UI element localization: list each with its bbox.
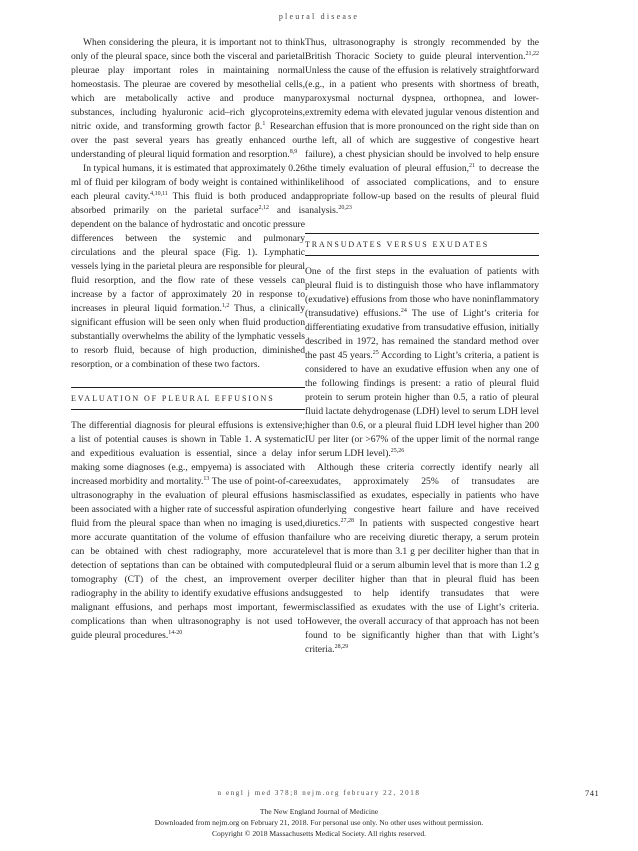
paragraph: The differential diagnosis for pleural effusions is extensive; a list of potential causes is shown in Table 1. A systematic and expeditious evaluation is essential, since a delay in making some diagnoses (e.g., empyema) is associated with increased morbidity and mortality.$^{13}$ The use of point-of-care ultrasonography in the evaluation of pleural effusions has been associated with a higher rate of successful aspiration of fluid from the pleural space than when no imaging is used, more accurate quantitation of the volume of effusion than can be obtained with chest radiography, more accurate detection of septations than can be obtained with computed tomography (CT) of the chest, an improvement over radiography in the ability to identify exudative effusions and malignant effusions, and perhaps most important, fewer complications than when ultrasonography is not used to guide pleural procedures.$^{14-20}$ [71, 420, 305, 641]
left-column [71, 36, 305, 643]
copyright-statement: Copyright © 2018 Massachusetts Medical Society. All rights reserved. [211, 829, 427, 838]
section-heading-evaluation: EVALUATION OF PLEURAL EFFUSIONS [71, 387, 305, 410]
journal-citation: n engl j med 378;8 nejm.org february 22, 2018 [217, 789, 421, 797]
page-number: 741 [585, 788, 600, 798]
section-heading-transudates: TRANSUDATES VERSUS EXUDATES [305, 233, 539, 256]
paragraph: One of the first steps in the evaluation of patients with pleural fluid is to distinguish those who have inflammatory (exudative) effusions from those who have noninflammatory (transudative) effusions.$^{24}$ The use of Light’s criteria for differentiating exudative from transudative effusion, initially described in 1972, has remained the standard method over the past 45 years.$^{25}$ According to Light’s criteria, a patient is considered to have an exudative effusion when any one of the following findings is present: a ratio of pleural fluid protein to serum protein higher than 0.5, a ratio of pleural fluid lactate dehydrogenase (LDH) level to serum LDH level higher than 0.6, or a pleural fluid LDH level higher than 200 IU per liter (or >67% of the upper limit of the normal range for serum LDH level).$^{25,26}$ [305, 266, 539, 459]
paragraph: Although these criteria correctly identify nearly all exudates, approximately 25% of transudates are misclassified as exudates, especially in patients who have underlying congestive heart failure and have received diuretics.$^{27,28}$ In patients with suspected congestive heart failure who are receiving diuretic therapy, a serum protein level that is more than 3.1 g per deciliter higher than that in pleural fluid or a serum albumin level that is more than 1.2 g per deciliter higher than that in pleural fluid has been suggested to help identify transudates that were misclassified as exudates with the use of Light’s criteria. However, the overall accuracy of that approach has not been found to be significantly higher than that with Light’s criteria.$^{28,29}$ [305, 462, 539, 655]
paragraph: When considering the pleura, it is important not to think only of the pleural space, since both the visceral and parietal pleurae play important roles in maintaining normal homeostasis. The pleurae are covered by mesothelial cells, which are metabolically active and produce many substances, including hyaluronic acid–rich glycoproteins, nitric oxide, and transforming growth factor β.$^1$ Research over the past several years has greatly enhanced our understanding of pleural liquid formation and resorption.$^{8,9}$ [71, 37, 305, 160]
running-head: pleural disease [278, 12, 360, 21]
paragraph: In typical humans, it is estimated that approximately 0.26 ml of fluid per kilogram of body weight is contained within each pleural cavity.$^{4,10,11}$ This fluid is both produced and absorbed primarily on the parietal surface$^{2,12}$ and is dependent on the balance of hydrostatic and oncotic pressure differences between the systemic and pulmonary circulations and the pleural space (Fig. 1). Lymphatic vessels lying in the parietal pleura are responsible for pleural fluid resorption, and the flow rate of these vessels can increase by a factor of approximately 20 in response to increases in pleural liquid formation.$^{1,2}$ Thus, a clinically significant effusion will be seen only when fluid production substantially overwhelms the ability of the lymphatic vessels to resorb fluid, because of high production, diminished resorption, or a combination of these two factors. [71, 163, 306, 370]
paragraph: Thus, ultrasonography is strongly recommended by the British Thoracic Society to guide pleural intervention.$^{21,22}$ Unless the cause of the effusion is relatively straightforward (e.g., in a patient who presents with shortness of breath, paroxysmal nocturnal dyspnea, orthopnea, and lower-extremity edema with elevated jugular venous distention and an effusion that is more pronounced on the right side than on the left, all of which are suggestive of congestive heart failure), a chest physician should be involved to help ensure the timely evaluation of pleural effusion,$^{21}$ to decrease the likelihood of associated complications, and to ensure appropriate follow-up based on the results of pleural fluid analysis.$^{20,23}$ [305, 37, 539, 216]
right-column [305, 36, 539, 657]
download-statement: Downloaded from nejm.org on February 21, 2018. For personal use only. No other uses without permission. [154, 818, 484, 827]
download-notice [0, 806, 638, 839]
journal-name: The New England Journal of Medicine [259, 807, 379, 816]
